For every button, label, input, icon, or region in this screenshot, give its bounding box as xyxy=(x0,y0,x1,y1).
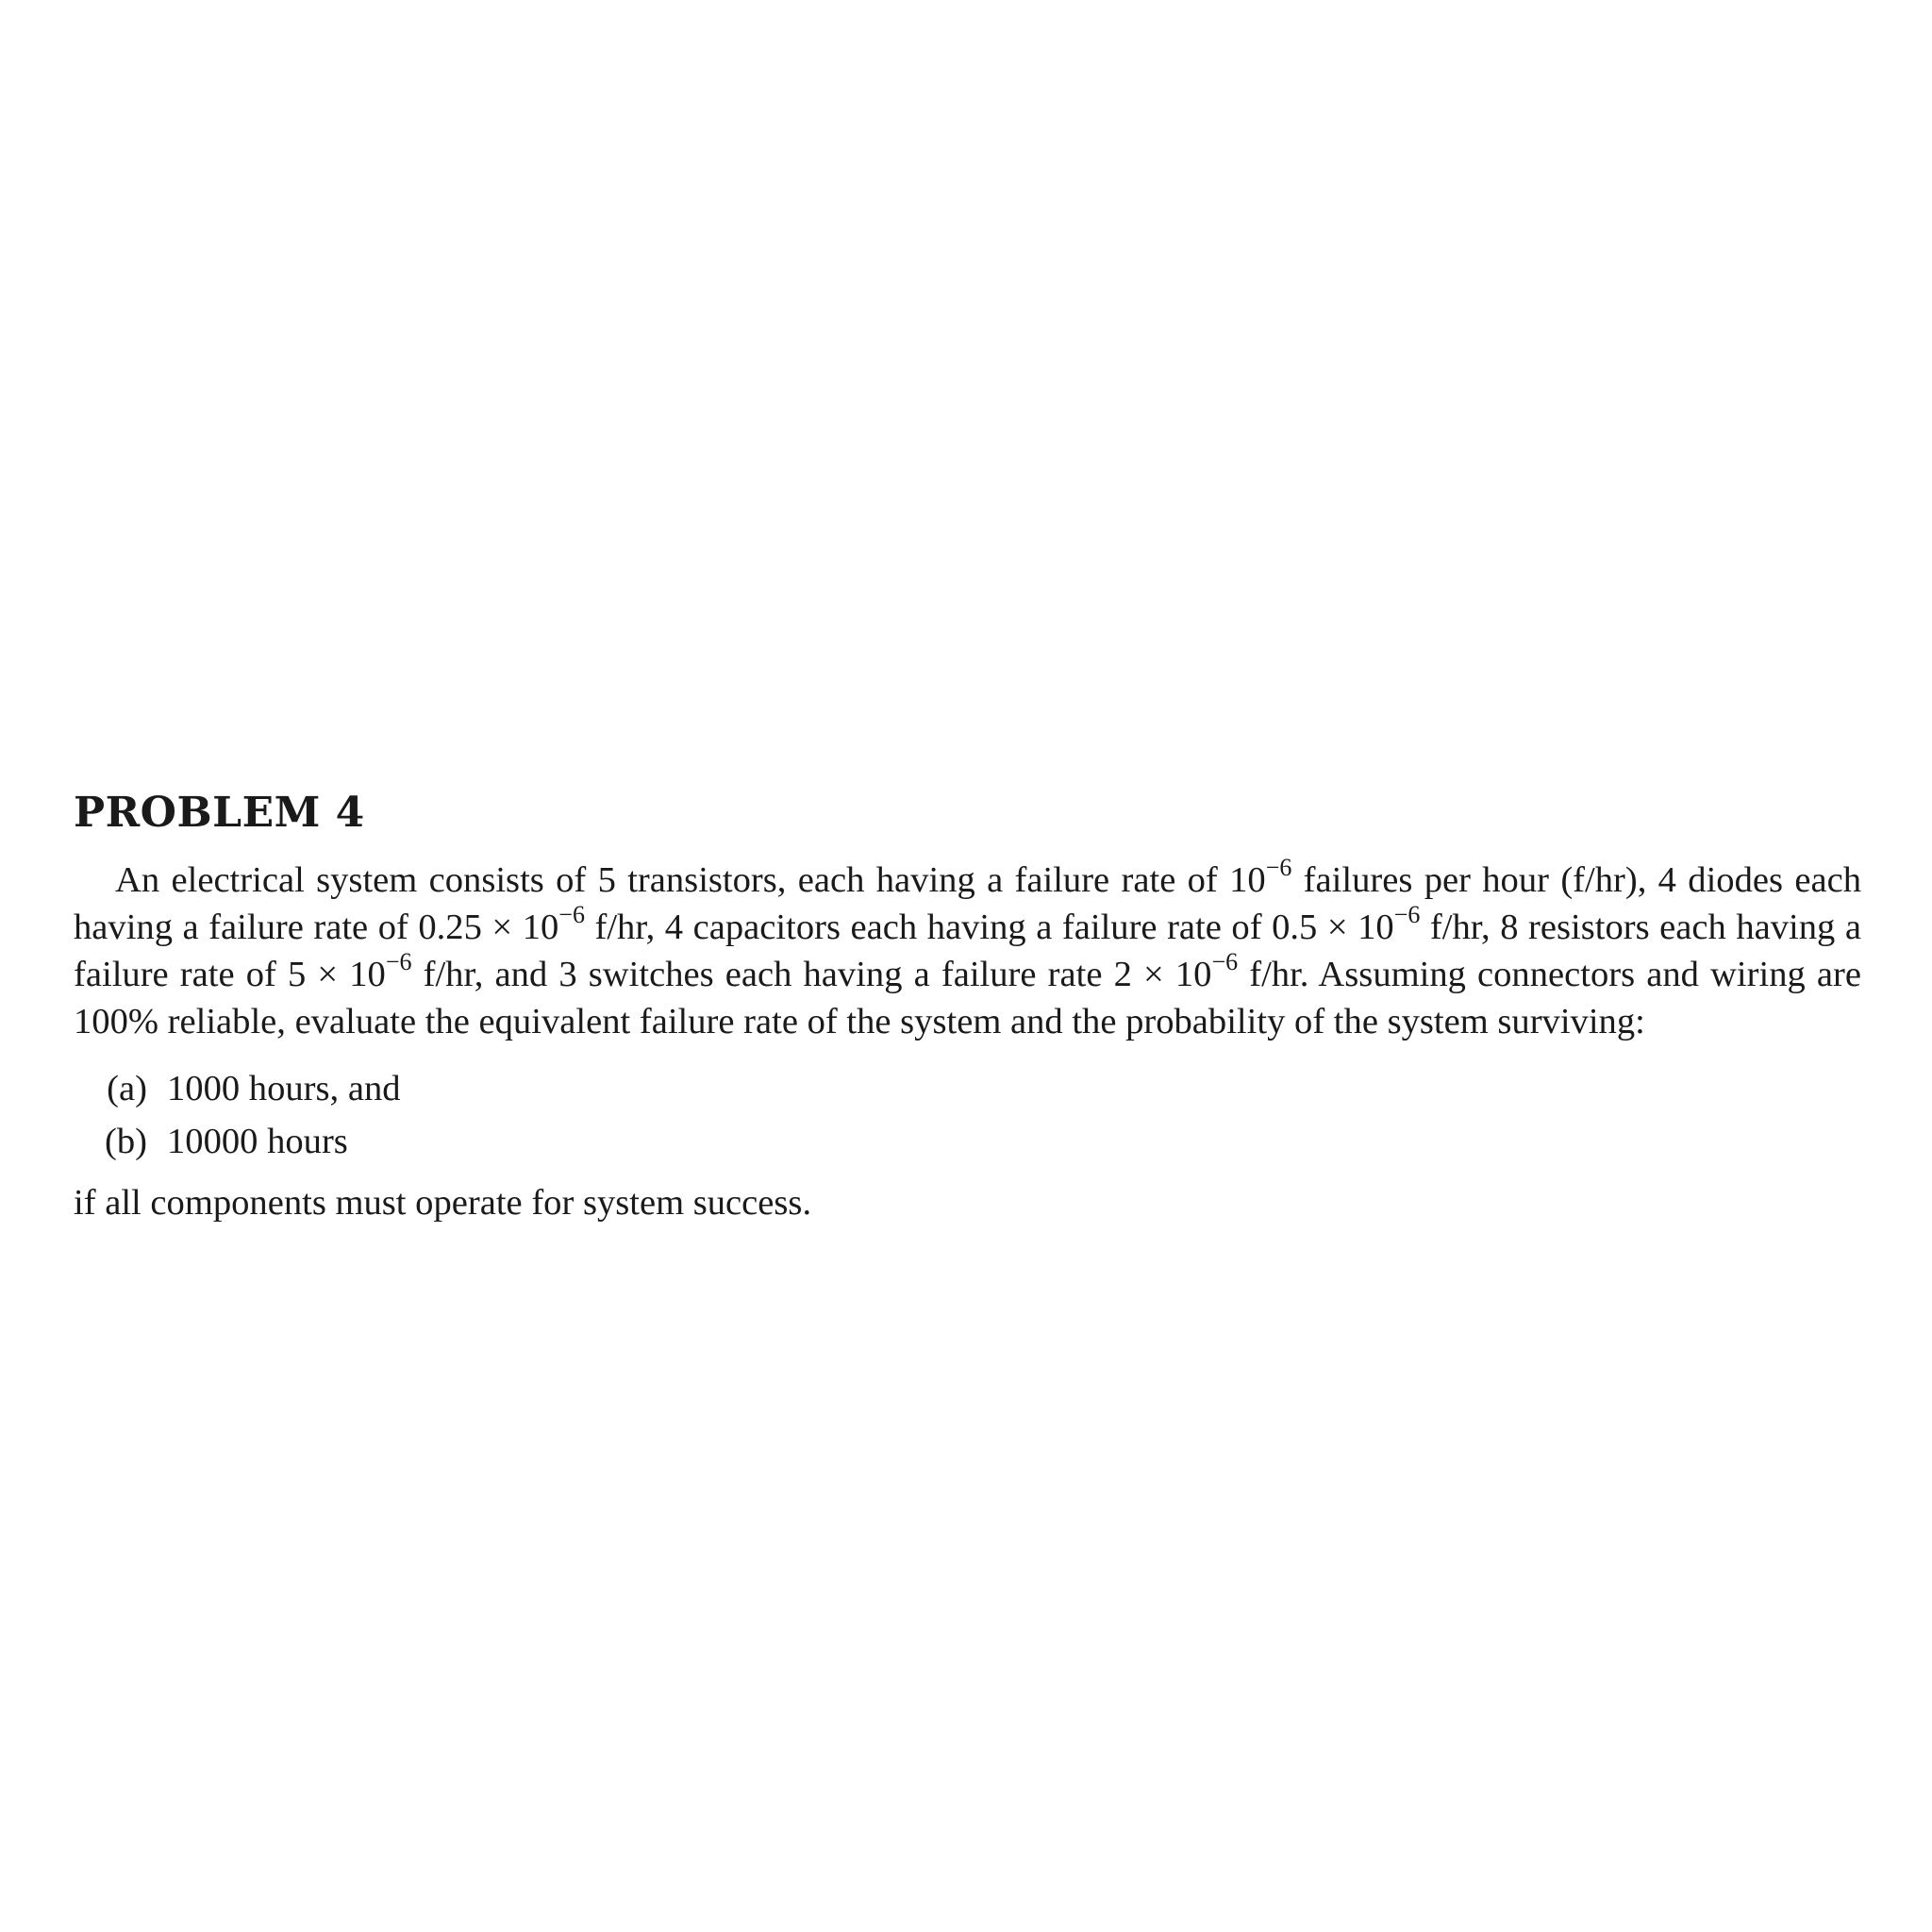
statement-text-3: f/hr, 4 capacitors each having a failure rate of 0.5 × 10 xyxy=(584,908,1394,947)
item-marker: (b) xyxy=(105,1122,147,1161)
exponent-2: −6 xyxy=(558,901,585,929)
list-item xyxy=(74,1062,1861,1115)
item-text: 10000 hours xyxy=(167,1122,348,1161)
closing-sentence: if all components must operate for system success. xyxy=(74,1183,812,1223)
problem-title: PROBLEM 4 xyxy=(74,789,365,837)
item-text: 1000 hours, and xyxy=(167,1069,401,1108)
problem-statement xyxy=(74,854,1861,1045)
exponent-5: −6 xyxy=(1211,948,1239,976)
exponent-1: −6 xyxy=(1265,854,1292,882)
statement-text-2: failures per hour (f/hr), 4 diodes each having a failure rate of 0.25 × 10 xyxy=(74,860,1861,947)
item-marker: (a) xyxy=(107,1069,147,1108)
statement-text-1: An electrical system consists of 5 transistors, each having a failure rate of 10 xyxy=(115,860,1266,900)
problem-document xyxy=(74,789,1861,1226)
statement-text-6: f/hr. Assuming connectors and wiring are 100% reliable, evaluate the equivalent failure rate of the system and the probability of the system surviving: xyxy=(74,955,1861,1041)
statement-text-5: f/hr, and 3 switches each having a failure rate 2 × 10 xyxy=(411,955,1212,994)
exponent-3: −6 xyxy=(1393,901,1421,929)
list-item xyxy=(74,1115,1861,1168)
subquestion-list xyxy=(74,1062,1861,1168)
statement-text-4: f/hr, 8 resistors each having a failure rate of 5 × 10 xyxy=(74,908,1861,994)
exponent-4: −6 xyxy=(385,948,412,976)
